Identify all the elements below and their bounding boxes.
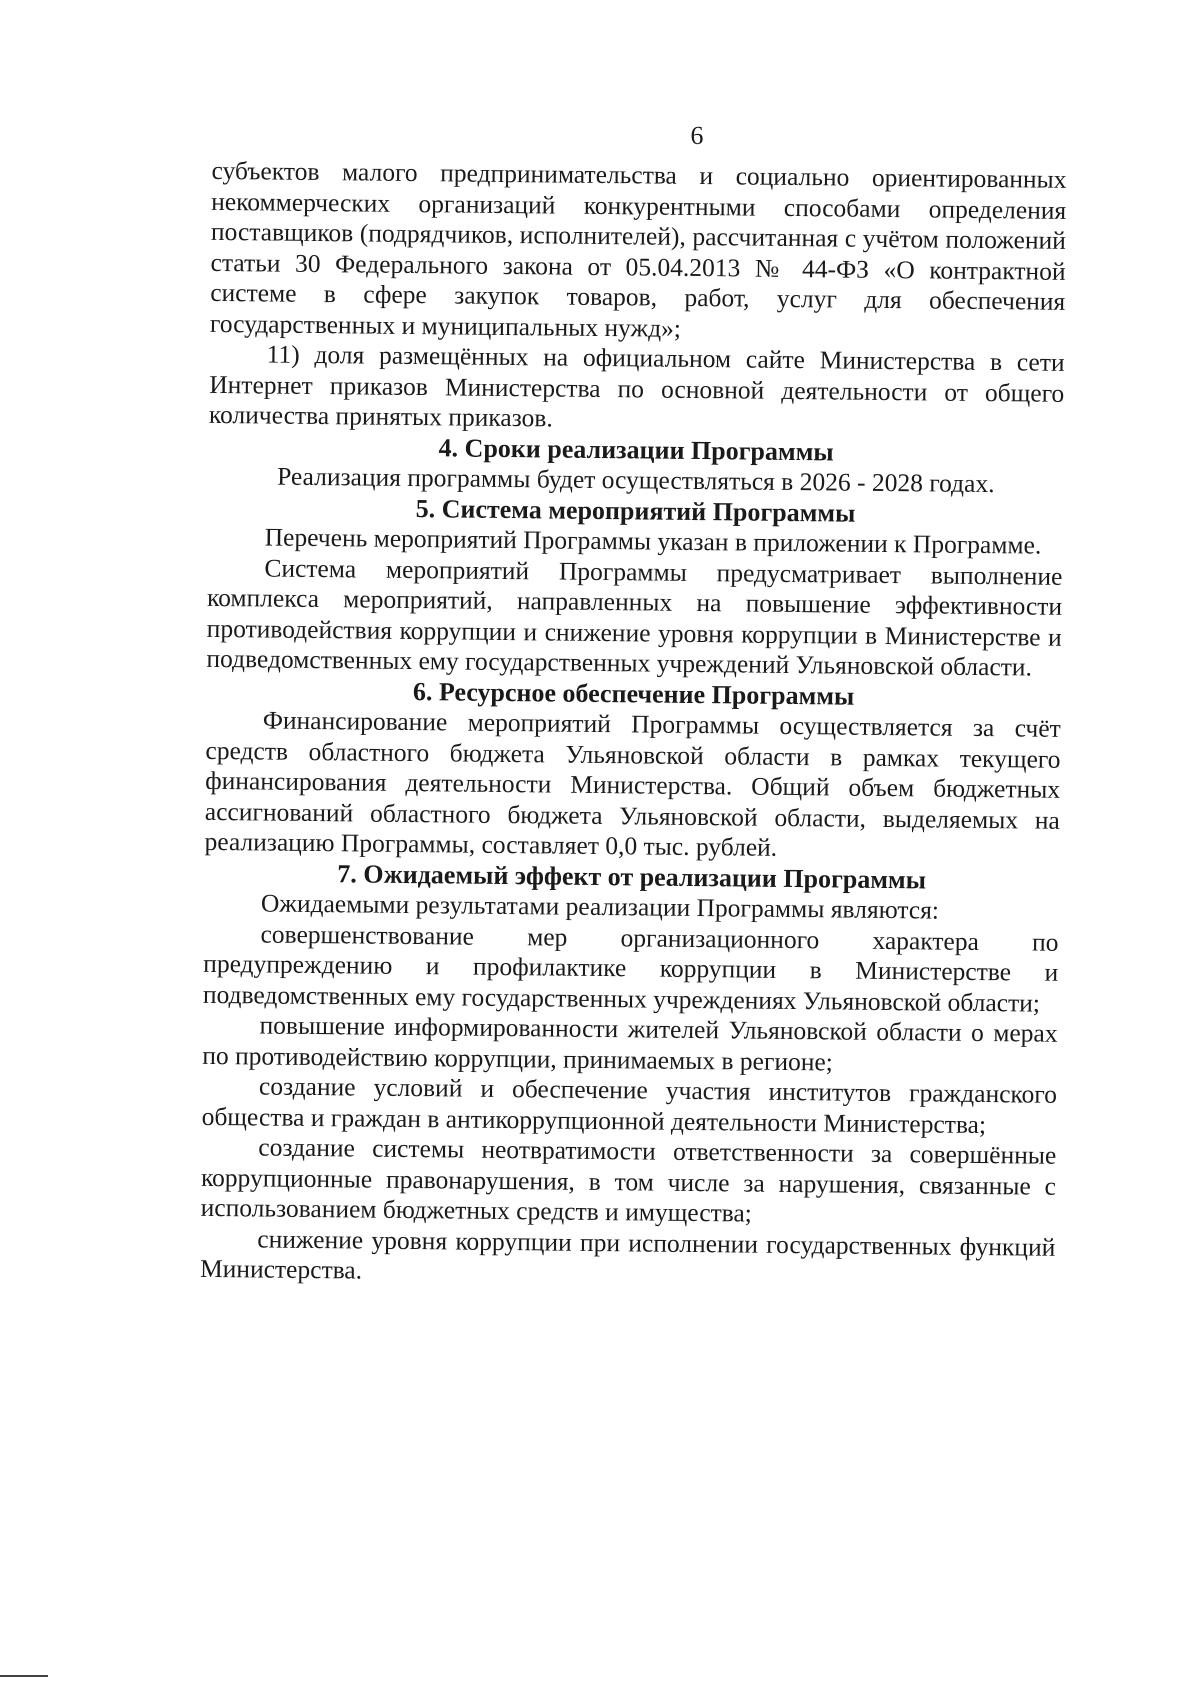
section-5-title: 5. Система мероприятий Программы (415, 493, 856, 528)
section-7-item: создание системы неотвратимости ответственности за совершённые коррупционные правонарушения, в том числе за нарушения, связанные с использованием бюджетных средств и имущества; (200, 1132, 1057, 1228)
section-7-intro: Ожидаемыми результатами реализации Программы являются: (260, 888, 940, 925)
document-body (200, 156, 1067, 1293)
section-6-title: 6. Ресурсное обеспечение Программы (412, 676, 855, 711)
page-number: 6 (690, 120, 704, 151)
section-7-item: повышение информированности жителей Ульяновской области о мерах по противодействию коррупции, принимаемых в регионе; (202, 1010, 1058, 1076)
section-4-text: Реализация программы будет осуществляться в 2026 - 2028 годах. (277, 461, 995, 499)
section-5-paragraph-2: Система мероприятий Программы предусматривает выполнение комплекса мероприятий, направленных на повышение эффективности противодействия коррупции и снижение уровня коррупции в Министерстве и подведомственных ему государственных учреждений Ульяновской области. (206, 552, 1063, 682)
scan-edge-mark (0, 1675, 48, 1677)
section-7-title: 7. Ожидаемый эффект от реализации Программы (337, 858, 927, 894)
section-7-item: создание условий и обеспечение участия институтов гражданского общества и граждан в антикоррупционной деятельности Министерства; (201, 1071, 1058, 1139)
item-11-paragraph: 11) доля размещённых на официальном сайте Министерства в сети Интернет приказов Министерства по основной деятельности от общего количества принятых приказов. (208, 339, 1065, 433)
section-5-paragraph-1: Перечень мероприятий Программы указан в приложении к Программе. (264, 522, 1042, 560)
intro-paragraph: субъектов малого предпринимательства и социально ориентированных некоммерческих организаций конкурентными способами определения поставщиков (подрядчиков, исполнителей), рассчитанная с учётом положений статьи 30 Федерального закона от 05.04.2013 № 44-ФЗ «О контрактной системе в сфере закупок товаров, работ, услуг для обеспечения государственных и муниципальных нужд»; (209, 155, 1067, 343)
section-7-item: снижение уровня коррупции при исполнении государственных функций Министерства. (199, 1223, 1056, 1285)
section-6-text: Финансирование мероприятий Программы осуществляется за счёт средств областного бюджета Ульяновской области в рамках текущего финансирования деятельности Министерства. Общий объем бюджетных ассигнований областного бюджета Ульяновской области, выделяемых на реализацию Программы, составляет 0,0 тыс. рублей. (204, 705, 1061, 862)
section-4-title: 4. Сроки реализации Программы (438, 432, 834, 466)
section-7-item: совершенствование мер организационного характера по предупреждению и профилактике коррупции в Министерстве и подведомственных ему государственных учреждениях Ульяновской области; (202, 918, 1059, 1018)
